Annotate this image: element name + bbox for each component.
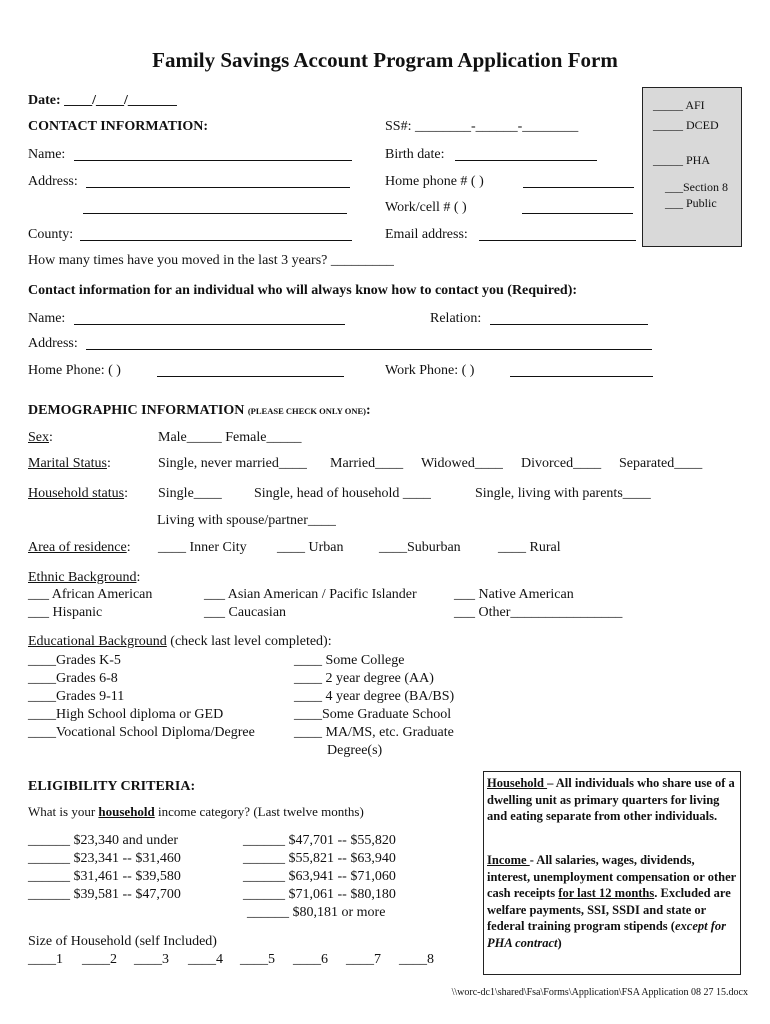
- address-input-line2[interactable]: [83, 213, 347, 214]
- income-option[interactable]: ______ $23,341 -- $31,460: [28, 851, 181, 866]
- public-checkbox[interactable]: ___ Public: [665, 196, 717, 210]
- education-option[interactable]: ____ 2 year degree (AA): [294, 671, 434, 686]
- income-option[interactable]: ______ $31,461 -- $39,580: [28, 869, 181, 884]
- name-label: Name:: [28, 147, 66, 162]
- ethnic-option[interactable]: ___ Caucasian: [204, 605, 287, 620]
- household-size-option[interactable]: ____3: [134, 952, 169, 967]
- emergency-name-label: Name:: [28, 311, 66, 326]
- household-size-label: Size of Household (self Included): [28, 934, 217, 949]
- household-option[interactable]: Single____: [158, 486, 222, 501]
- income-definition: Income - All salaries, wages, dividends, interest, unemployment compensation or other cash receipts for last 12 months. Excluded are welfare payments, SSI, SSDI and state or federal training program stipends (except for PHA contract): [487, 853, 736, 950]
- ethnic-option[interactable]: ___ Asian American / Pacific Islander: [204, 587, 417, 602]
- file-path-footer: \\worc-dc1\shared\Fsa\Forms\Application\FSA Application 08 27 15.docx: [451, 987, 748, 998]
- education-option-continued: Degree(s): [327, 743, 383, 758]
- emergency-work-phone-input[interactable]: [510, 376, 653, 377]
- moved-times-field[interactable]: How many times have you moved in the last 3 years? _________: [28, 253, 394, 268]
- county-label: County:: [28, 227, 74, 242]
- marital-option[interactable]: Single, never married____: [158, 456, 307, 471]
- email-input[interactable]: [479, 240, 636, 241]
- household-definition: Household – All individuals who share use of a dwelling unit as primary quarters for living and eating separate from other individuals.: [487, 776, 735, 823]
- household-option[interactable]: Living with spouse/partner____: [157, 513, 336, 528]
- household-size-option[interactable]: ____7: [346, 952, 381, 967]
- household-size-option[interactable]: ____1: [28, 952, 63, 967]
- ethnic-option[interactable]: ___ Hispanic: [28, 605, 103, 620]
- marital-option[interactable]: Married____: [330, 456, 404, 471]
- emergency-name-input[interactable]: [74, 324, 345, 325]
- household-size-option[interactable]: ____4: [188, 952, 223, 967]
- work-cell-input[interactable]: [522, 213, 633, 214]
- afi-checkbox[interactable]: _____ AFI: [653, 98, 705, 112]
- date-field[interactable]: Date: ____/____/_______: [28, 93, 177, 108]
- area-of-residence-label: Area of residence:: [28, 540, 131, 555]
- household-size-option[interactable]: ____5: [240, 952, 275, 967]
- emergency-home-phone-input[interactable]: [157, 376, 344, 377]
- email-label: Email address:: [385, 227, 468, 242]
- income-option[interactable]: ______ $71,061 -- $80,180: [243, 887, 396, 902]
- education-option[interactable]: ____High School diploma or GED: [28, 707, 224, 722]
- education-option[interactable]: ____ Some College: [294, 653, 405, 668]
- household-size-option[interactable]: ____6: [293, 952, 328, 967]
- education-option[interactable]: ____Grades 9-11: [28, 689, 125, 704]
- income-question: What is your household income category? (Last twelve months): [28, 804, 364, 819]
- ethnic-background-label: Ethnic Background:: [28, 570, 141, 585]
- address-label: Address:: [28, 174, 78, 189]
- emergency-address-input[interactable]: [86, 349, 652, 350]
- relation-input[interactable]: [490, 324, 648, 325]
- education-option[interactable]: ____Grades K-5: [28, 653, 121, 668]
- household-option[interactable]: Single, living with parents____: [475, 486, 651, 501]
- sex-label: Sex:: [28, 430, 53, 445]
- page-title: Family Savings Account Program Application Form: [152, 48, 618, 72]
- residence-option[interactable]: ____ Rural: [498, 540, 561, 555]
- marital-option[interactable]: Separated____: [619, 456, 703, 471]
- ethnic-option[interactable]: ___ Native American: [454, 587, 574, 602]
- ethnic-option[interactable]: ___ Other________________: [454, 605, 623, 620]
- ethnic-option[interactable]: ___ African American: [28, 587, 153, 602]
- education-option[interactable]: ____Some Graduate School: [294, 707, 452, 722]
- address-input-line1[interactable]: [86, 187, 350, 188]
- income-option[interactable]: ______ $47,701 -- $55,820: [243, 833, 396, 848]
- residence-option[interactable]: ____Suburban: [379, 540, 461, 555]
- education-option[interactable]: ____Vocational School Diploma/Degree: [28, 725, 255, 740]
- education-option[interactable]: ____ MA/MS, etc. Graduate: [294, 725, 454, 740]
- birth-date-input[interactable]: [455, 160, 597, 161]
- office-use-box: [642, 87, 742, 247]
- household-status-label: Household status:: [28, 486, 128, 501]
- definitions-box: [483, 771, 741, 975]
- home-phone-label: Home phone # ( ): [385, 174, 484, 189]
- name-input[interactable]: [74, 160, 352, 161]
- income-option[interactable]: ______ $80,181 or more: [247, 905, 386, 920]
- income-option[interactable]: ______ $39,581 -- $47,700: [28, 887, 181, 902]
- emergency-contact-heading: Contact information for an individual who will always know how to contact you (Required):: [28, 283, 578, 298]
- household-size-option[interactable]: ____2: [82, 952, 117, 967]
- emergency-home-phone-label: Home Phone: ( ): [28, 363, 121, 378]
- county-input[interactable]: [80, 240, 352, 241]
- demographic-heading: DEMOGRAPHIC INFORMATION (PLEASE CHECK ONLY ONE):: [28, 403, 371, 418]
- section8-checkbox[interactable]: ___Section 8: [665, 180, 728, 194]
- relation-label: Relation:: [430, 311, 482, 326]
- emergency-address-label: Address:: [28, 336, 78, 351]
- marital-status-label: Marital Status:: [28, 456, 111, 471]
- sex-options[interactable]: Male_____ Female_____: [158, 430, 302, 445]
- household-size-option[interactable]: ____8: [399, 952, 434, 967]
- household-option[interactable]: Single, head of household ____: [254, 486, 431, 501]
- residence-option[interactable]: ____ Urban: [277, 540, 344, 555]
- pha-checkbox[interactable]: _____ PHA: [653, 153, 711, 167]
- dced-checkbox[interactable]: _____ DCED: [653, 118, 719, 132]
- education-option[interactable]: ____ 4 year degree (BA/BS): [294, 689, 455, 704]
- income-option[interactable]: ______ $23,340 and under: [28, 833, 179, 848]
- emergency-work-phone-label: Work Phone: ( ): [385, 363, 475, 378]
- education-option[interactable]: ____Grades 6-8: [28, 671, 118, 686]
- birth-date-label: Birth date:: [385, 147, 445, 162]
- income-option[interactable]: ______ $63,941 -- $71,060: [243, 869, 396, 884]
- marital-option[interactable]: Widowed____: [421, 456, 503, 471]
- home-phone-input[interactable]: [523, 187, 634, 188]
- residence-option[interactable]: ____ Inner City: [158, 540, 247, 555]
- eligibility-heading: ELIGIBILITY CRITERIA:: [28, 779, 196, 794]
- contact-heading: CONTACT INFORMATION:: [28, 119, 209, 134]
- work-cell-label: Work/cell # ( ): [385, 200, 467, 215]
- marital-option[interactable]: Divorced____: [521, 456, 602, 471]
- income-option[interactable]: ______ $55,821 -- $63,940: [243, 851, 396, 866]
- education-label: Educational Background (check last level completed):: [28, 634, 332, 649]
- ssn-field[interactable]: SS#: ________-______-________: [385, 119, 579, 134]
